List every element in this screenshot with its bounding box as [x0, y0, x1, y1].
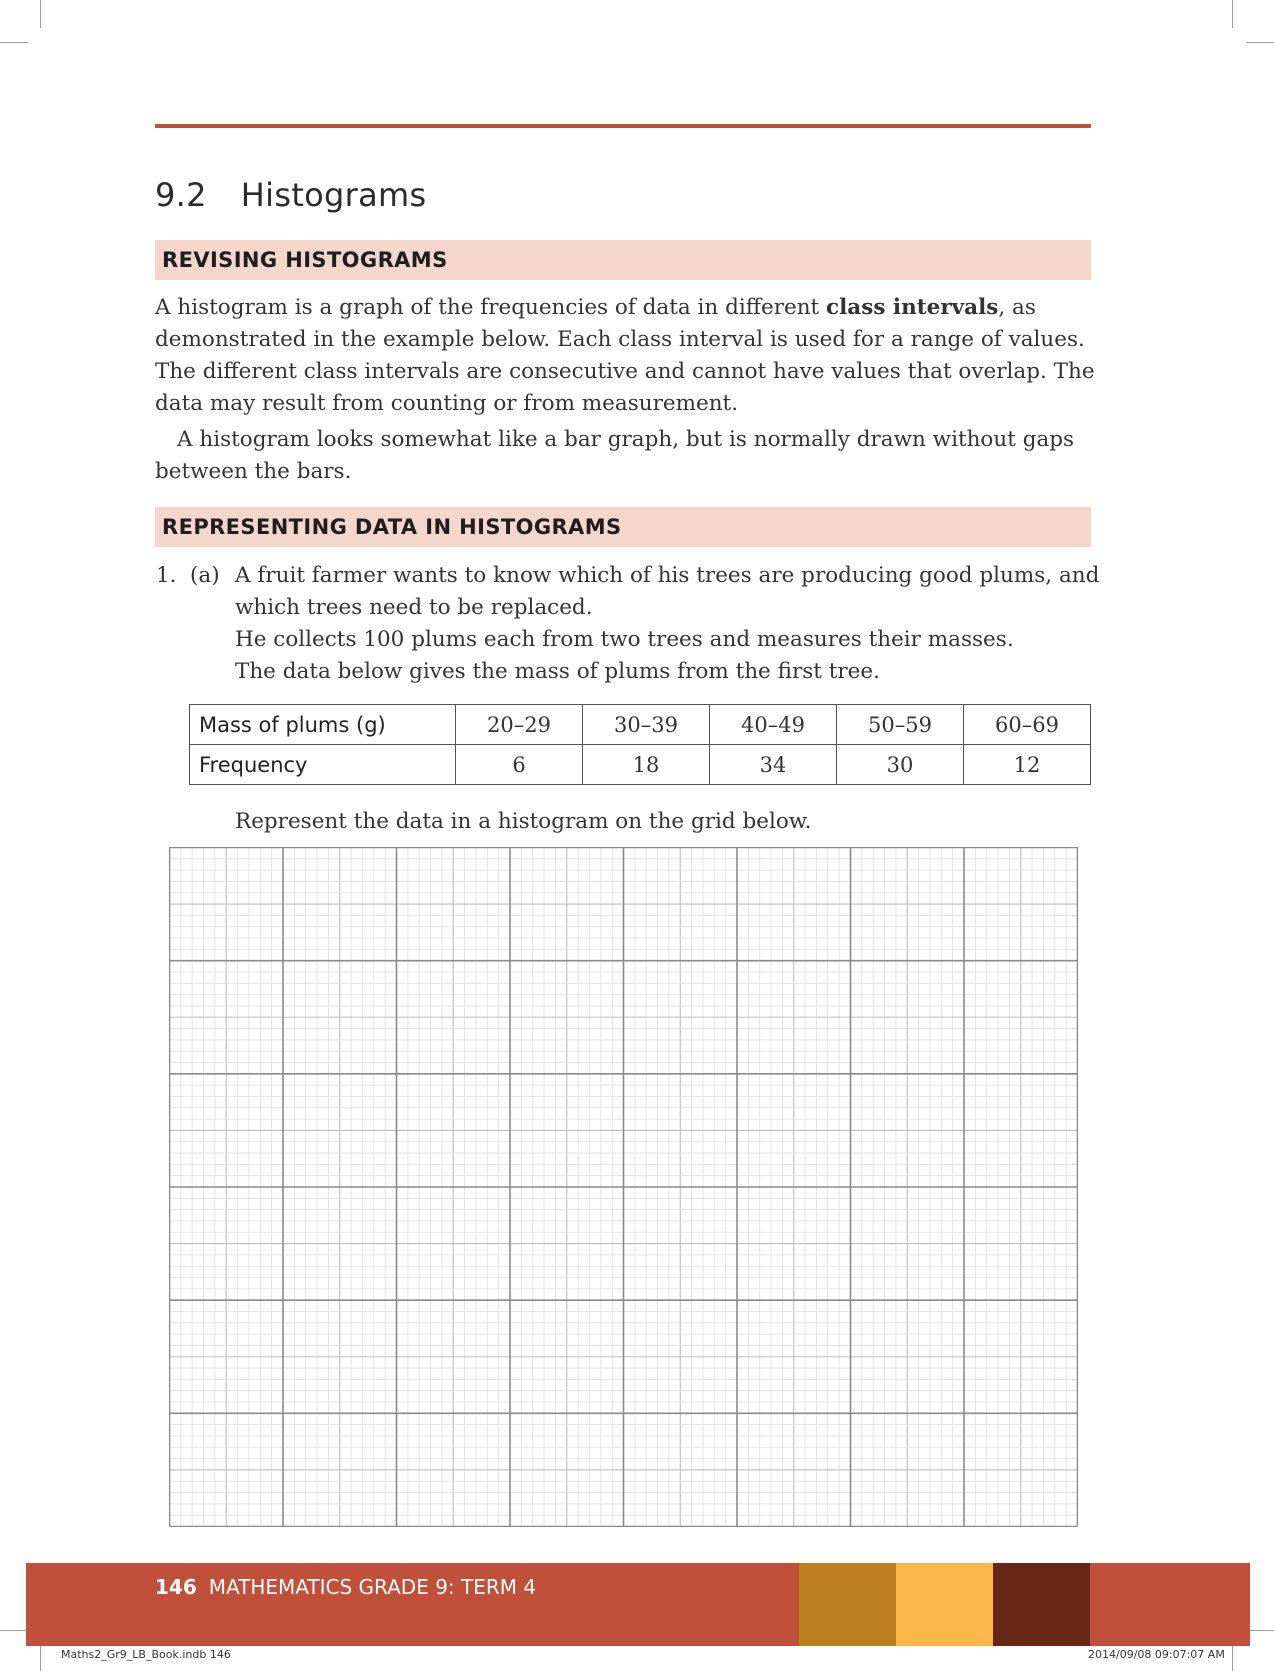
interval-cell: 50–59	[837, 705, 964, 745]
crop-mark	[1232, 0, 1233, 28]
question-line: He collects 100 plums each from two trees and measures their masses.	[235, 627, 1014, 652]
frequency-cell: 34	[710, 745, 837, 785]
crop-mark	[40, 0, 41, 28]
table-row	[190, 745, 1091, 785]
interval-cell: 60–69	[964, 705, 1091, 745]
section-name: Histograms	[240, 176, 427, 214]
frequency-cell: 12	[964, 745, 1091, 785]
interval-cell: 40–49	[710, 705, 837, 745]
interval-cell: 30–39	[583, 705, 710, 745]
question-number: 1.	[156, 563, 177, 588]
question-line: The data below gives the mass of plums from the first tree.	[235, 659, 880, 684]
plum-mass-table	[189, 704, 1091, 785]
revising-paragraph-2: A histogram looks somewhat like a bar graph, but is normally drawn without gaps between the bars.	[155, 427, 1075, 484]
graph-paper-svg	[169, 847, 1078, 1527]
table-row	[190, 705, 1091, 745]
question-line: which trees need to be replaced.	[235, 595, 593, 620]
section-title	[155, 176, 426, 214]
footer-text	[155, 1572, 536, 1602]
crop-mark	[1232, 1643, 1233, 1671]
frequency-cell: 18	[583, 745, 710, 785]
instruction-text: Represent the data in a histogram on the grid below.	[235, 809, 812, 834]
revising-heading: REVISING HISTOGRAMS	[155, 240, 1091, 280]
top-rule	[155, 124, 1091, 128]
section-number: 9.2	[155, 176, 207, 214]
revising-paragraph-1: A histogram is a graph of the frequencies of data in different class intervals, as demonstrated in the example below. Each class interval is used for a range of values. The different class intervals are consecutive and cannot have values that overlap. The data may result from counting or from measurement.	[155, 295, 1095, 416]
question-part: (a)	[190, 563, 220, 588]
footer-swatch-brown	[993, 1563, 1090, 1646]
slug-timestamp: 2014/09/08 09:07:07 AM	[1088, 1648, 1225, 1661]
footer-swatch-ochre	[799, 1563, 896, 1646]
graph-paper-grid[interactable]	[169, 847, 1078, 1531]
frequency-cell: 30	[837, 745, 964, 785]
crop-mark	[0, 42, 28, 43]
footer-swatch-amber	[896, 1563, 993, 1646]
class-intervals-term: class intervals	[826, 295, 999, 320]
page-number: 146	[155, 1575, 197, 1599]
table-header-cell: Mass of plums (g)	[190, 705, 456, 745]
crop-mark	[40, 1643, 41, 1671]
slug-file-info: Maths2_Gr9_LB_Book.indb 146	[61, 1648, 231, 1661]
representing-heading: REPRESENTING DATA IN HISTOGRAMS	[155, 507, 1091, 547]
crop-mark	[0, 1630, 28, 1631]
crop-mark	[1246, 1630, 1274, 1631]
crop-mark	[1246, 42, 1274, 43]
revising-text	[155, 292, 1095, 488]
question-line: A fruit farmer wants to know which of his trees are producing good plums, and	[235, 563, 1100, 588]
table-header-cell: Frequency	[190, 745, 456, 785]
book-title: MATHEMATICS GRADE 9: TERM 4	[208, 1575, 537, 1599]
interval-cell: 20–29	[456, 705, 583, 745]
frequency-cell: 6	[456, 745, 583, 785]
